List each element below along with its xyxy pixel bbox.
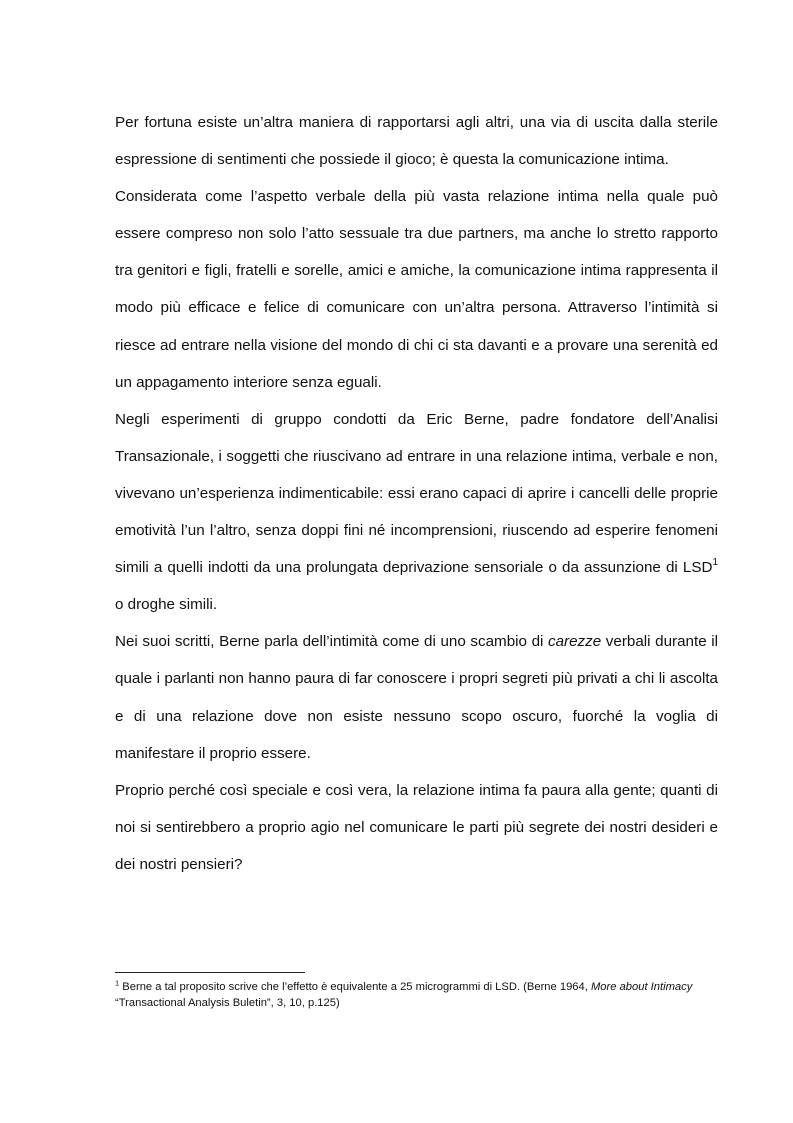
paragraph-1: Per fortuna esiste un’altra maniera di rapportarsi agli altri, una via di uscita dalla sterile espressione di sentimenti che possiede il gioco; è questa la comunicazione intima. [115,114,718,169]
footnote-number: 1 [115,978,120,988]
paragraph-3-text: Negli esperimenti di gruppo condotti da Eric Berne, padre fondatore dell’Analisi Transazionale, i soggetti che riuscivano ad entrare in una relazione intima, verbale e non, vivevano un’esperienza indimenticabile: essi erano capaci di aprire i cancelli delle proprie emotività l’un l’altro, senza doppi fini né incomprensioni, riuscendo ad esperire fenomeni simili a quelli indotti da una prolungata deprivazione sensoriale o da assunzione di LSD [115,410,718,577]
paragraph-4-text: Nei suoi scritti, Berne parla dell’intimità come di uno scambio di [115,633,548,651]
paragraph-4-tail: verbali durante il quale i parlanti non hanno paura di far conoscere i propri segreti più privati a chi li ascolta e di una relazione dove non esiste nessuno scopo oscuro, fuorché la voglia di manifestare il proprio essere. [115,633,718,762]
paragraph-4 [115,623,718,771]
footnote-separator [115,972,305,973]
paragraph-2: Considerata come l’aspetto verbale della più vasta relazione intima nella quale può essere compreso non solo l’atto sessuale tra due partners, ma anche lo stretto rapporto tra genitori e figli, fratelli e sorelle, amici e amiche, la comunicazione intima rappresenta il modo più efficace e felice di comunicare con un’altra persona. Attraverso l’intimità si riesce ad entrare nella visione del mondo di chi ci sta davanti e a provare una serenità ed un appagamento interiore senza eguali. [115,188,718,391]
footnote-text: Berne a tal proposito scrive che l’effetto è equivalente a 25 microgrammi di LSD. (Berne 1964, [119,981,591,993]
paragraph-5: Proprio perché così speciale e così vera, la relazione intima fa paura alla gente; quanti di noi si sentirebbero a proprio agio nel comunicare le parti più segrete dei nostri desideri e dei nostri pensieri? [115,781,718,873]
paragraph-3-tail: o droghe simili. [115,596,218,614]
footnote [115,980,725,1011]
footnote-source: “Transactional Analysis Buletin”, 3, 10, p.125) [115,996,340,1009]
body-text [115,104,718,883]
footnote-reference: 1 [712,557,718,569]
paragraph-3 [115,401,718,624]
emphasis-carezze: carezze [548,633,602,651]
footnote-title: More about Intimacy [590,981,693,993]
